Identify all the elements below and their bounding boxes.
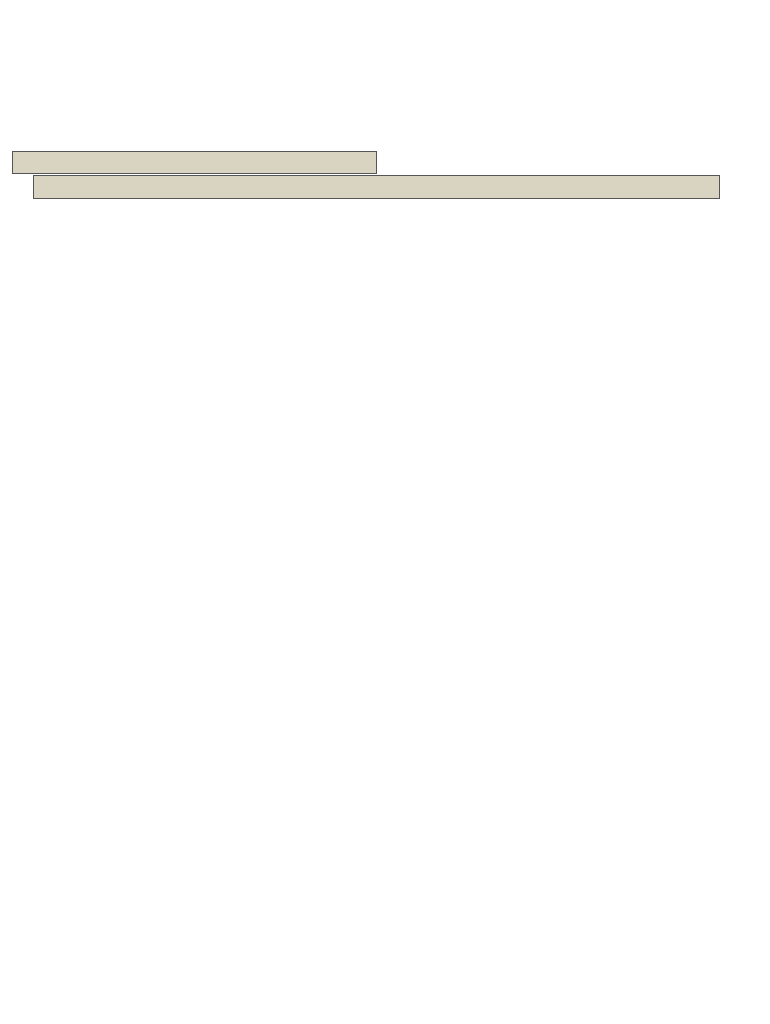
column-header-bar	[33, 175, 720, 199]
section-header-box	[12, 151, 377, 174]
legend	[13, 131, 31, 143]
page-title	[12, 104, 17, 121]
